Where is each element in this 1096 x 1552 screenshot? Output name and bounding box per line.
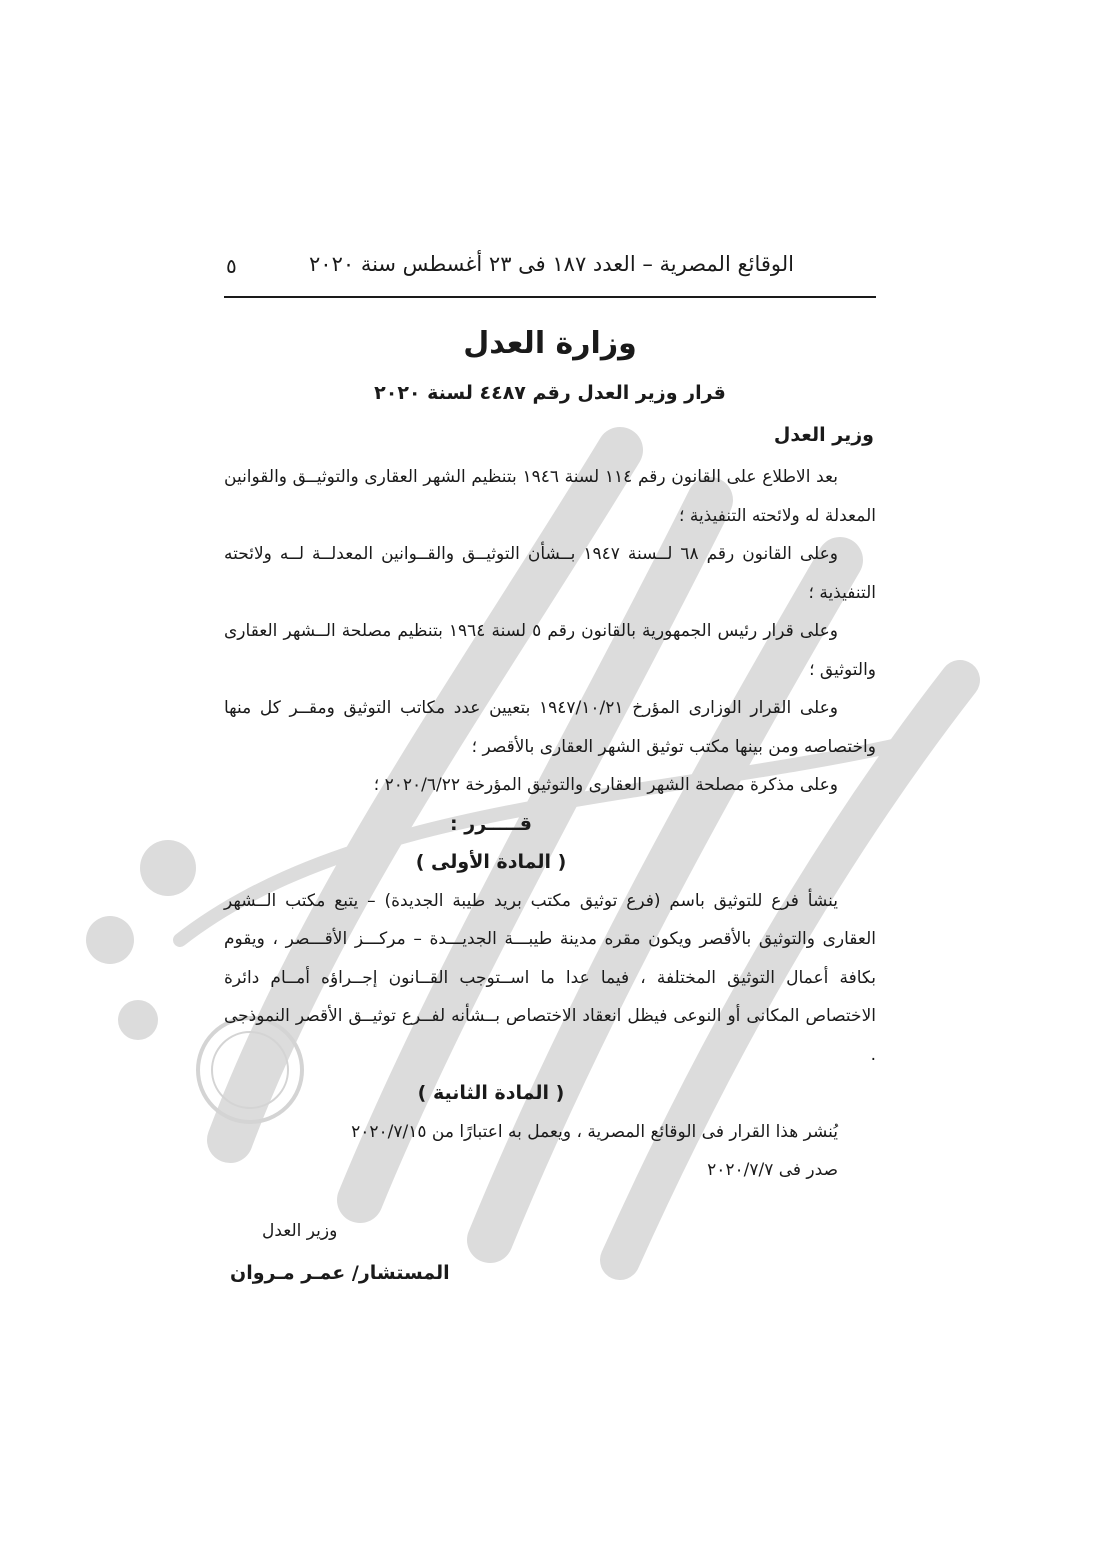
signature-title: وزير العدل <box>262 1221 338 1241</box>
article-2-text: يُنشر هذا القرار فى الوقائع المصرية ، ويعمل به اعتبارًا من ٢٠٢٠/٧/١٥ <box>351 1121 838 1142</box>
gazette-issue-title: الوقائع المصرية – العدد ١٨٧ فى ٢٣ أغسطس سنة ٢٠٢٠ <box>309 252 794 276</box>
decree-body <box>224 458 876 1190</box>
gazette-header <box>224 246 876 298</box>
preamble-clause: وعلى القانون رقم ٦٨ لــسنة ١٩٤٧ بــشأن التوثيــق والقــوانين المعدلــة لــه ولائحته التنفيذية ؛ <box>224 544 876 603</box>
article-1-text: ينشأ فرع للتوثيق باسم (فرع توثيق مكتب بريد طيبة الجديدة) – يتبع مكتب الــشهر العقارى والتوثيق بالأقصر ويكون مقره مدينة طيبـــة الجديـــدة – مركـــز الأقـــصر ، ويقوم بكافة أعمال التوثيق المختلفة ، فيما عدا ما اســتوجب القــانون إجــراؤه أمــام دائرة الاختصاص المكانى أو النوعى فيظل انعقاد الاختصاص بــشأنه لفــرع توثيــق الأقصر النموذجى . <box>224 890 876 1065</box>
page-number: ٥ <box>226 254 237 278</box>
decided-heading: قـــــرر : <box>450 812 532 835</box>
ministry-heading: وزارة العدل <box>463 326 637 361</box>
preamble-clause: وعلى قرار رئيس الجمهورية بالقانون رقم ٥ لسنة ١٩٦٤ بتنظيم مصلحة الــشهر العقارى والتوثيق ؛ <box>224 621 876 680</box>
article-2-heading: ( المادة الثانية ) <box>417 1082 565 1104</box>
issue-date: صدر فى ٢٠٢٠/٧/٧ <box>707 1160 838 1180</box>
article-1-heading: ( المادة الأولى ) <box>415 851 567 873</box>
minister-label: وزير العدل <box>773 424 874 446</box>
signature-name: المستشار/ عمـر مـروان <box>230 1262 450 1284</box>
preamble-clause: بعد الاطلاع على القانون رقم ١١٤ لسنة ١٩٤٦ بتنظيم الشهر العقارى والتوثيــق والقوانين المعدلة له ولائحته التنفيذية ؛ <box>224 467 876 526</box>
preamble-clause: وعلى القرار الوزارى المؤرخ ١٩٤٧/١٠/٢١ بتعيين عدد مكاتب التوثيق ومقــر كل منها واختصاصه ومن بينها مكتب توثيق الشهر العقارى بالأقصر ؛ <box>224 698 876 757</box>
preamble-clause: وعلى مذكرة مصلحة الشهر العقارى والتوثيق المؤرخة ٢٠٢٠/٦/٢٢ ؛ <box>373 775 838 795</box>
decree-title: قرار وزير العدل رقم ٤٤٨٧ لسنة ٢٠٢٠ <box>374 382 726 404</box>
